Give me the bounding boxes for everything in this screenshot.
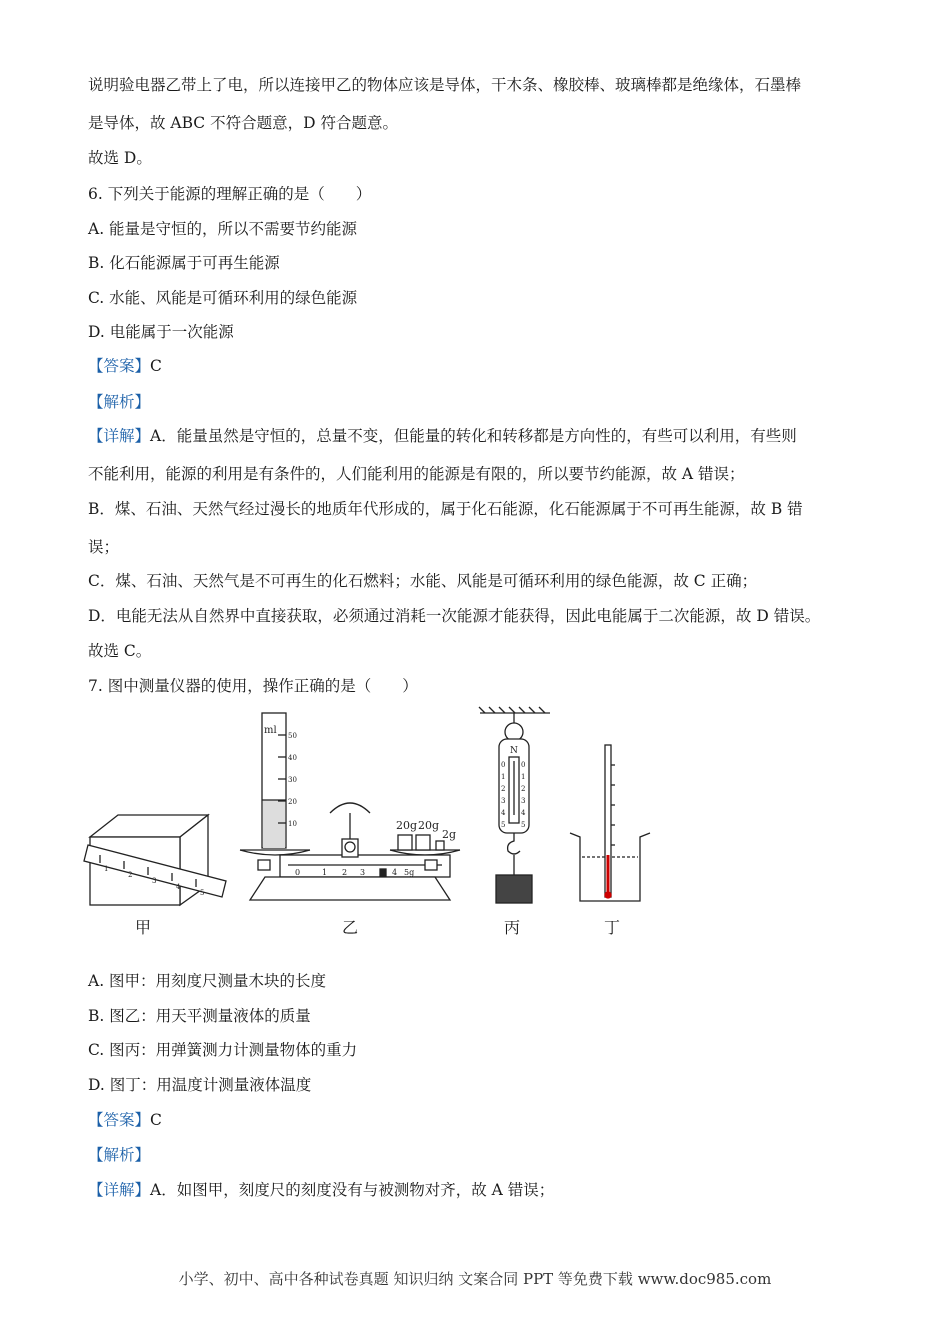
- detail-line: [88, 425, 797, 447]
- block-ruler-illustration: [84, 815, 226, 905]
- option-b: B. 化石能源属于可再生能源: [88, 254, 280, 272]
- text-line: 不能利用，能源的利用是有条件的，人们能利用的能源是有限的，所以要节约能源，故 A 错误；: [88, 465, 745, 483]
- ruler-tick: 5: [200, 889, 205, 897]
- text-line: 故选 C。: [88, 642, 152, 660]
- cylinder-tick: 30: [288, 776, 297, 784]
- beam-tick: 5g: [404, 868, 415, 877]
- text-line: 误；: [88, 538, 120, 556]
- beam-tick: 1: [322, 868, 328, 877]
- figure-caption-ding: 丁: [604, 918, 621, 937]
- answer-line: [88, 355, 162, 377]
- cylinder-tick: 20: [288, 798, 297, 806]
- detail-tag: 【详解】: [88, 427, 151, 445]
- thermometer-beaker: [570, 745, 650, 901]
- text-line: 是导体，故 ABC 不符合题意，D 符合题意。: [88, 114, 398, 132]
- instrument-figure: [80, 705, 680, 945]
- detail-text: A．如图甲，刻度尺的刻度没有与被测物对齐，故 A 错误；: [150, 1181, 555, 1199]
- spring-unit: N: [510, 746, 518, 756]
- spring-tick: 3: [521, 797, 526, 805]
- spring-tick: 2: [501, 785, 506, 793]
- beam-tick: 3: [360, 868, 366, 877]
- question-7: 7. 图中测量仪器的使用，操作正确的是（ ）: [88, 677, 418, 695]
- beam-tick: 4: [392, 868, 398, 877]
- cylinder-tick: 40: [288, 754, 297, 762]
- text-line: B．煤、石油、天然气经过漫长的地质年代形成的，属于化石能源，化石能源属于不可再生能源，故 B 错: [88, 500, 803, 518]
- ruler-tick: 3: [152, 877, 157, 885]
- spring-tick: 4: [501, 809, 506, 817]
- instrument-drawing: [80, 705, 680, 945]
- option-c: C. 图丙：用弹簧测力计测量物体的重力: [88, 1041, 358, 1059]
- option-d: D. 电能属于一次能源: [88, 323, 234, 341]
- option-a: A. 图甲：用刻度尺测量木块的长度: [88, 972, 327, 990]
- cylinder-tick: 10: [288, 820, 297, 828]
- answer-line: [88, 1109, 162, 1131]
- beam-tick: 2: [342, 868, 348, 877]
- question-6: 6. 下列关于能源的理解正确的是（ ）: [88, 185, 372, 203]
- text-line: D．电能无法从自然界中直接获取，必须通过消耗一次能源才能获得，因此电能属于二次能源，故 D 错误。: [88, 607, 821, 625]
- detail-tag: 【详解】: [88, 1181, 151, 1199]
- analysis-tag: 【解析】: [88, 1146, 151, 1164]
- spring-tick: 2: [521, 785, 526, 793]
- detail-line: [88, 1179, 554, 1201]
- cylinder-unit: ml: [264, 725, 277, 736]
- option-b: B. 图乙：用天平测量液体的质量: [88, 1007, 311, 1025]
- answer-tag: 【答案】: [88, 1111, 151, 1129]
- answer-value: C: [150, 357, 162, 375]
- beam-tick: 0: [295, 868, 301, 877]
- analysis-line: [88, 391, 150, 413]
- detail-text: A．能量虽然是守恒的，总量不变，但能量的转化和转移都是方向性的，有些可以利用，有些则: [150, 427, 797, 445]
- option-c: C. 水能、风能是可循环利用的绿色能源: [88, 289, 358, 307]
- cylinder-tick: 50: [288, 732, 297, 740]
- analysis-line: [88, 1144, 150, 1166]
- answer-tag: 【答案】: [88, 357, 151, 375]
- spring-scale: [479, 707, 550, 903]
- figure-caption-yi: 乙: [342, 918, 359, 937]
- analysis-tag: 【解析】: [88, 393, 151, 411]
- weight-label: 20g: [396, 819, 418, 832]
- weight-label: 20g: [418, 819, 440, 832]
- answer-value: C: [150, 1111, 162, 1129]
- spring-tick: 1: [521, 773, 526, 781]
- text-line: C．煤、石油、天然气是不可再生的化石燃料；水能、风能是可循环利用的绿色能源，故 C 正确；: [88, 572, 758, 590]
- option-a: A. 能量是守恒的，所以不需要节约能源: [88, 220, 358, 238]
- text-line: 故选 D。: [88, 149, 152, 167]
- spring-tick: 0: [521, 761, 526, 769]
- spring-tick: 3: [501, 797, 506, 805]
- ruler-tick: 1: [104, 865, 109, 873]
- spring-tick: 1: [501, 773, 506, 781]
- spring-tick: 5: [521, 821, 526, 829]
- ruler-tick: 2: [128, 871, 133, 879]
- weight-label: 2g: [442, 828, 457, 841]
- spring-tick: 0: [501, 761, 506, 769]
- spring-tick: 4: [521, 809, 526, 817]
- spring-tick: 5: [501, 821, 506, 829]
- figure-caption-jia: 甲: [135, 918, 152, 937]
- text-line: 说明验电器乙带上了电，所以连接甲乙的物体应该是导体，干木条、橡胶棒、玻璃棒都是绝缘体，石墨棒: [88, 76, 802, 94]
- page-footer: 小学、初中、高中各种试卷真题 知识归纳 文案合同 PPT 等免费下载 www.doc985.com: [178, 1270, 772, 1288]
- figure-caption-bing: 丙: [504, 918, 521, 937]
- option-d: D. 图丁：用温度计测量液体温度: [88, 1076, 312, 1094]
- ruler-tick: 4: [176, 883, 181, 891]
